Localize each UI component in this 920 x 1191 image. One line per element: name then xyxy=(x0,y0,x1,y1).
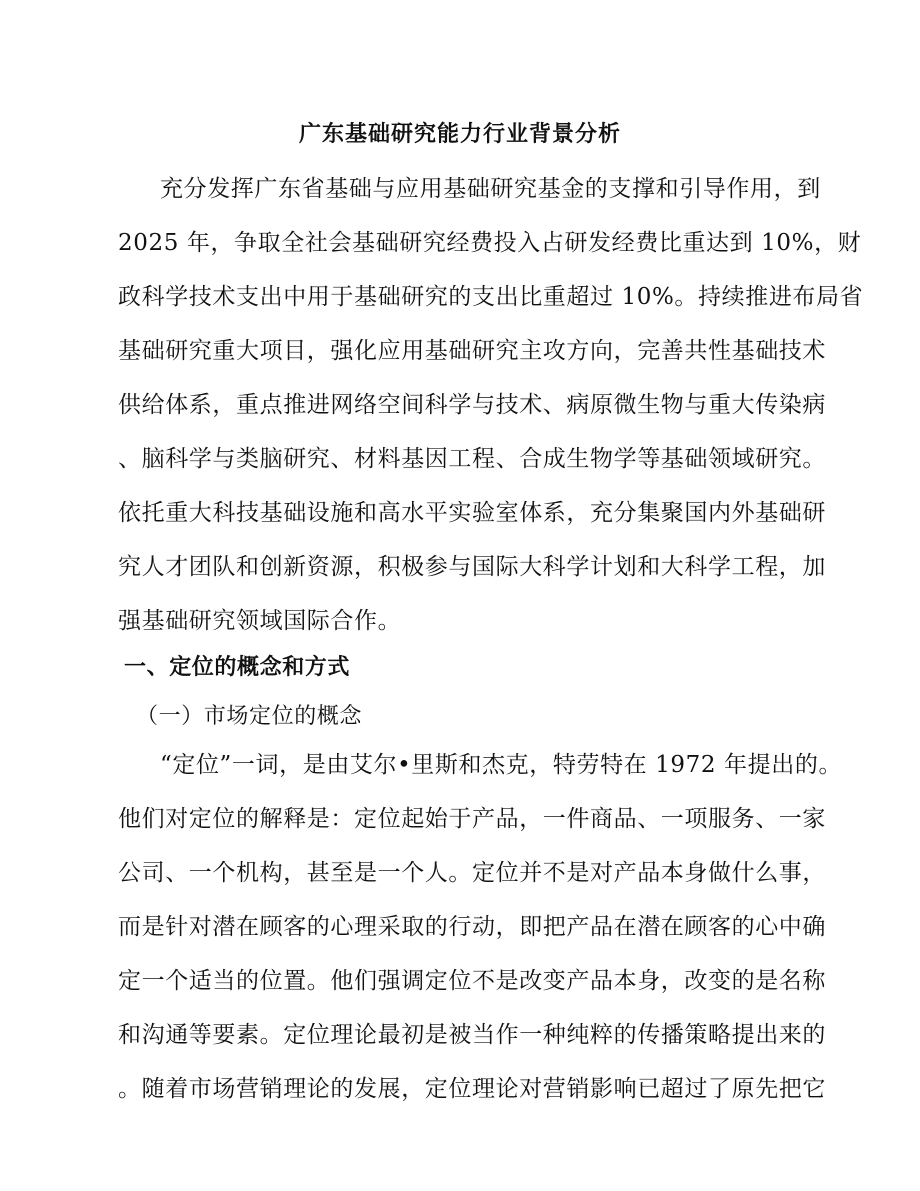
document-title: 广东基础研究能力行业背景分析 xyxy=(298,121,621,147)
intro-line-2: 2025 年，争取全社会基础研究经费投入占研发经费比重达到 10%，财 xyxy=(118,230,862,256)
intro-line-7: 依托重大科技基础设施和高水平实验室体系，充分集聚国内外基础研 xyxy=(118,500,826,526)
body-line-3: 公司、一个机构，甚至是一个人。定位并不是对产品本身做什么事， xyxy=(118,860,826,886)
intro-line-4: 基础研究重大项目，强化应用基础研究主攻方向，完善共性基础技术 xyxy=(118,338,826,364)
intro-line-1: 充分发挥广东省基础与应用基础研究基金的支撑和引导作用，到 xyxy=(160,176,821,202)
intro-line-5: 供给体系，重点推进网络空间科学与技术、病原微生物与重大传染病 xyxy=(118,392,826,418)
intro-line-6: 、脑科学与类脑研究、材料基因工程、合成生物学等基础领域研究。 xyxy=(118,446,826,472)
intro-line-8: 究人才团队和创新资源，积极参与国际大科学计划和大科学工程，加 xyxy=(118,554,826,580)
body-line-4: 而是针对潜在顾客的心理采取的行动，即把产品在潜在顾客的心中确 xyxy=(118,914,826,940)
body-line-7: 。随着市场营销理论的发展，定位理论对营销影响已超过了原先把它 xyxy=(118,1076,826,1102)
body-line-6: 和沟通等要素。定位理论最初是被当作一种纯粹的传播策略提出来的 xyxy=(118,1022,826,1048)
intro-line-9: 强基础研究领域国际合作。 xyxy=(118,608,402,634)
intro-line-3: 政科学技术支出中用于基础研究的支出比重超过 10%。持续推进布局省 xyxy=(118,284,864,310)
body-line-5: 定一个适当的位置。他们强调定位不是改变产品本身，改变的是名称 xyxy=(118,968,826,994)
body-line-1: “定位”一词，是由艾尔•里斯和杰克，特劳特在 1972 年提出的。 xyxy=(160,752,843,778)
body-line-2: 他们对定位的解释是：定位起始于产品，一件商品、一项服务、一家 xyxy=(118,806,826,832)
subsection-heading: （一）市场定位的概念 xyxy=(136,704,363,729)
section-heading: 一、定位的概念和方式 xyxy=(124,654,351,680)
